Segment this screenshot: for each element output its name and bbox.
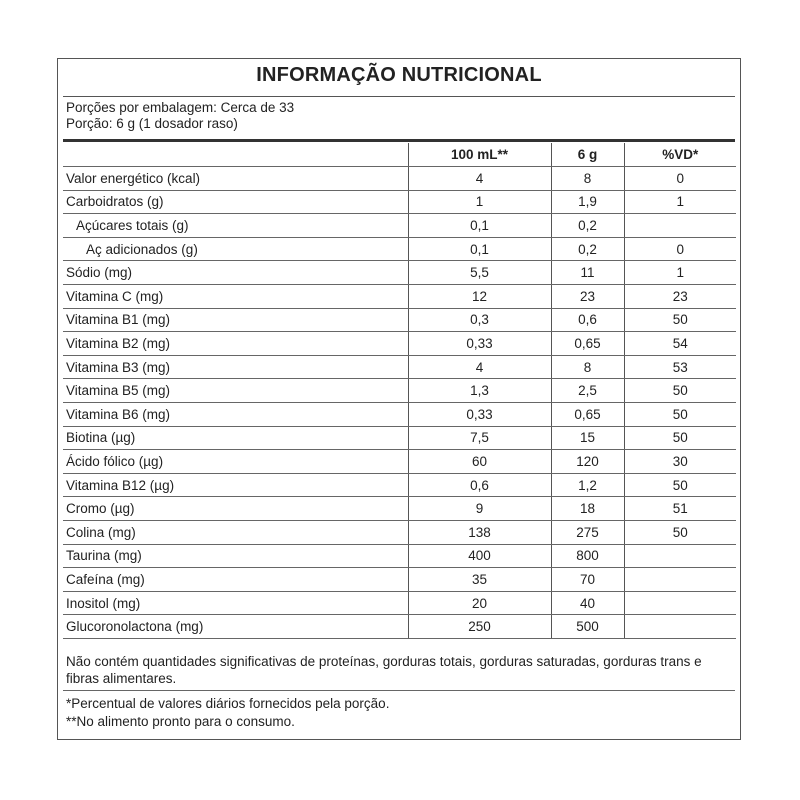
table-row bbox=[63, 285, 736, 309]
value-vd: 1 bbox=[624, 261, 736, 285]
table-row bbox=[63, 568, 736, 592]
value-per-portion: 8 bbox=[551, 355, 624, 379]
nutrient-name: Vitamina B1 (mg) bbox=[63, 308, 408, 332]
value-per-100ml: 4 bbox=[408, 167, 551, 191]
value-per-100ml: 12 bbox=[408, 285, 551, 309]
table-row bbox=[63, 237, 736, 261]
table-row bbox=[63, 261, 736, 285]
nutrition-facts-panel bbox=[57, 58, 741, 740]
value-vd: 51 bbox=[624, 497, 736, 521]
value-per-portion: 23 bbox=[551, 285, 624, 309]
value-vd: 50 bbox=[624, 379, 736, 403]
table-row bbox=[63, 214, 736, 238]
value-per-100ml: 60 bbox=[408, 450, 551, 474]
value-vd bbox=[624, 615, 736, 639]
nutrient-name: Vitamina B5 (mg) bbox=[63, 379, 408, 403]
nutrient-name: Cromo (µg) bbox=[63, 497, 408, 521]
value-per-100ml: 0,6 bbox=[408, 473, 551, 497]
value-per-100ml: 9 bbox=[408, 497, 551, 521]
nutrition-title: INFORMAÇÃO NUTRICIONAL bbox=[256, 64, 542, 86]
table-row bbox=[63, 190, 736, 214]
value-per-100ml: 0,33 bbox=[408, 403, 551, 427]
value-vd: 53 bbox=[624, 355, 736, 379]
nutrient-name: Cafeína (mg) bbox=[63, 568, 408, 592]
value-per-portion: 1,2 bbox=[551, 473, 624, 497]
value-per-100ml: 0,1 bbox=[408, 214, 551, 238]
value-per-portion: 120 bbox=[551, 450, 624, 474]
value-vd: 1 bbox=[624, 190, 736, 214]
value-per-portion: 15 bbox=[551, 426, 624, 450]
value-per-portion: 800 bbox=[551, 544, 624, 568]
value-vd: 50 bbox=[624, 473, 736, 497]
header-per-100ml: 100 mL** bbox=[408, 143, 551, 167]
value-per-portion: 275 bbox=[551, 521, 624, 545]
nutrient-name: Glucoronolactona (mg) bbox=[63, 615, 408, 639]
table-row bbox=[63, 450, 736, 474]
value-per-portion: 1,9 bbox=[551, 190, 624, 214]
nutrient-name: Ácido fólico (µg) bbox=[63, 450, 408, 474]
footnote-ready: **No alimento pronto para o consumo. bbox=[66, 714, 295, 729]
nutrient-name: Vitamina C (mg) bbox=[63, 285, 408, 309]
table-header-row bbox=[63, 143, 736, 167]
table-row bbox=[63, 591, 736, 615]
value-per-portion: 18 bbox=[551, 497, 624, 521]
nutrition-table bbox=[63, 143, 736, 639]
nutrient-name: Vitamina B2 (mg) bbox=[63, 332, 408, 356]
value-vd: 23 bbox=[624, 285, 736, 309]
nutrient-name: Colina (mg) bbox=[63, 521, 408, 545]
table-row bbox=[63, 615, 736, 639]
serving-size: Porção: 6 g (1 dosador raso) bbox=[66, 116, 238, 131]
value-vd bbox=[624, 544, 736, 568]
value-per-portion: 40 bbox=[551, 591, 624, 615]
table-row bbox=[63, 403, 736, 427]
table-row bbox=[63, 544, 736, 568]
value-vd: 0 bbox=[624, 167, 736, 191]
value-per-portion: 70 bbox=[551, 568, 624, 592]
value-vd: 0 bbox=[624, 237, 736, 261]
table-row bbox=[63, 473, 736, 497]
value-vd bbox=[624, 214, 736, 238]
value-per-portion: 0,65 bbox=[551, 403, 624, 427]
thick-divider bbox=[63, 139, 735, 142]
value-per-portion: 2,5 bbox=[551, 379, 624, 403]
table-row bbox=[63, 355, 736, 379]
header-nutrient bbox=[63, 143, 408, 167]
table-row bbox=[63, 521, 736, 545]
nutrient-name: Sódio (mg) bbox=[63, 261, 408, 285]
not-significant-note: Não contém quantidades significativas de proteínas, gorduras totais, gorduras saturadas, gorduras trans e fibras alimentares. bbox=[66, 654, 702, 686]
value-per-100ml: 0,1 bbox=[408, 237, 551, 261]
serving-info bbox=[66, 100, 294, 132]
header-vd: %VD* bbox=[624, 143, 736, 167]
footnotes bbox=[66, 695, 389, 731]
nutrient-name: Valor energético (kcal) bbox=[63, 167, 408, 191]
nutrient-name: Vitamina B3 (mg) bbox=[63, 355, 408, 379]
nutrient-name: Açúcares totais (g) bbox=[63, 214, 408, 238]
value-vd bbox=[624, 568, 736, 592]
table-row bbox=[63, 497, 736, 521]
nutrition-table-body bbox=[63, 167, 736, 639]
title-divider bbox=[63, 96, 735, 97]
value-per-100ml: 250 bbox=[408, 615, 551, 639]
table-row bbox=[63, 426, 736, 450]
footnote-vd: *Percentual de valores diários fornecidos pela porção. bbox=[66, 696, 390, 711]
nutrient-name: Aç adicionados (g) bbox=[63, 237, 408, 261]
value-vd bbox=[624, 591, 736, 615]
value-per-100ml: 0,33 bbox=[408, 332, 551, 356]
value-per-100ml: 7,5 bbox=[408, 426, 551, 450]
value-vd: 50 bbox=[624, 521, 736, 545]
notes-divider bbox=[63, 690, 735, 691]
value-per-100ml: 20 bbox=[408, 591, 551, 615]
value-per-100ml: 1,3 bbox=[408, 379, 551, 403]
table-row bbox=[63, 379, 736, 403]
value-per-portion: 0,2 bbox=[551, 214, 624, 238]
nutrient-name: Biotina (µg) bbox=[63, 426, 408, 450]
value-per-100ml: 35 bbox=[408, 568, 551, 592]
nutrient-name: Taurina (mg) bbox=[63, 544, 408, 568]
value-per-portion: 8 bbox=[551, 167, 624, 191]
nutrient-name: Carboidratos (g) bbox=[63, 190, 408, 214]
value-vd: 50 bbox=[624, 403, 736, 427]
value-per-100ml: 138 bbox=[408, 521, 551, 545]
value-vd: 50 bbox=[624, 308, 736, 332]
value-per-portion: 0,2 bbox=[551, 237, 624, 261]
nutrient-name: Vitamina B6 (mg) bbox=[63, 403, 408, 427]
value-per-100ml: 5,5 bbox=[408, 261, 551, 285]
value-per-100ml: 0,3 bbox=[408, 308, 551, 332]
value-per-100ml: 4 bbox=[408, 355, 551, 379]
value-vd: 50 bbox=[624, 426, 736, 450]
value-per-portion: 500 bbox=[551, 615, 624, 639]
value-vd: 30 bbox=[624, 450, 736, 474]
nutrient-name: Vitamina B12 (µg) bbox=[63, 473, 408, 497]
value-vd: 54 bbox=[624, 332, 736, 356]
table-row bbox=[63, 167, 736, 191]
value-per-portion: 0,65 bbox=[551, 332, 624, 356]
value-per-100ml: 1 bbox=[408, 190, 551, 214]
servings-per-package: Porções por embalagem: Cerca de 33 bbox=[66, 100, 295, 115]
value-per-100ml: 400 bbox=[408, 544, 551, 568]
table-row bbox=[63, 332, 736, 356]
nutrient-name: Inositol (mg) bbox=[63, 591, 408, 615]
value-per-portion: 11 bbox=[551, 261, 624, 285]
header-per-portion: 6 g bbox=[551, 143, 624, 167]
table-row bbox=[63, 308, 736, 332]
value-per-portion: 0,6 bbox=[551, 308, 624, 332]
